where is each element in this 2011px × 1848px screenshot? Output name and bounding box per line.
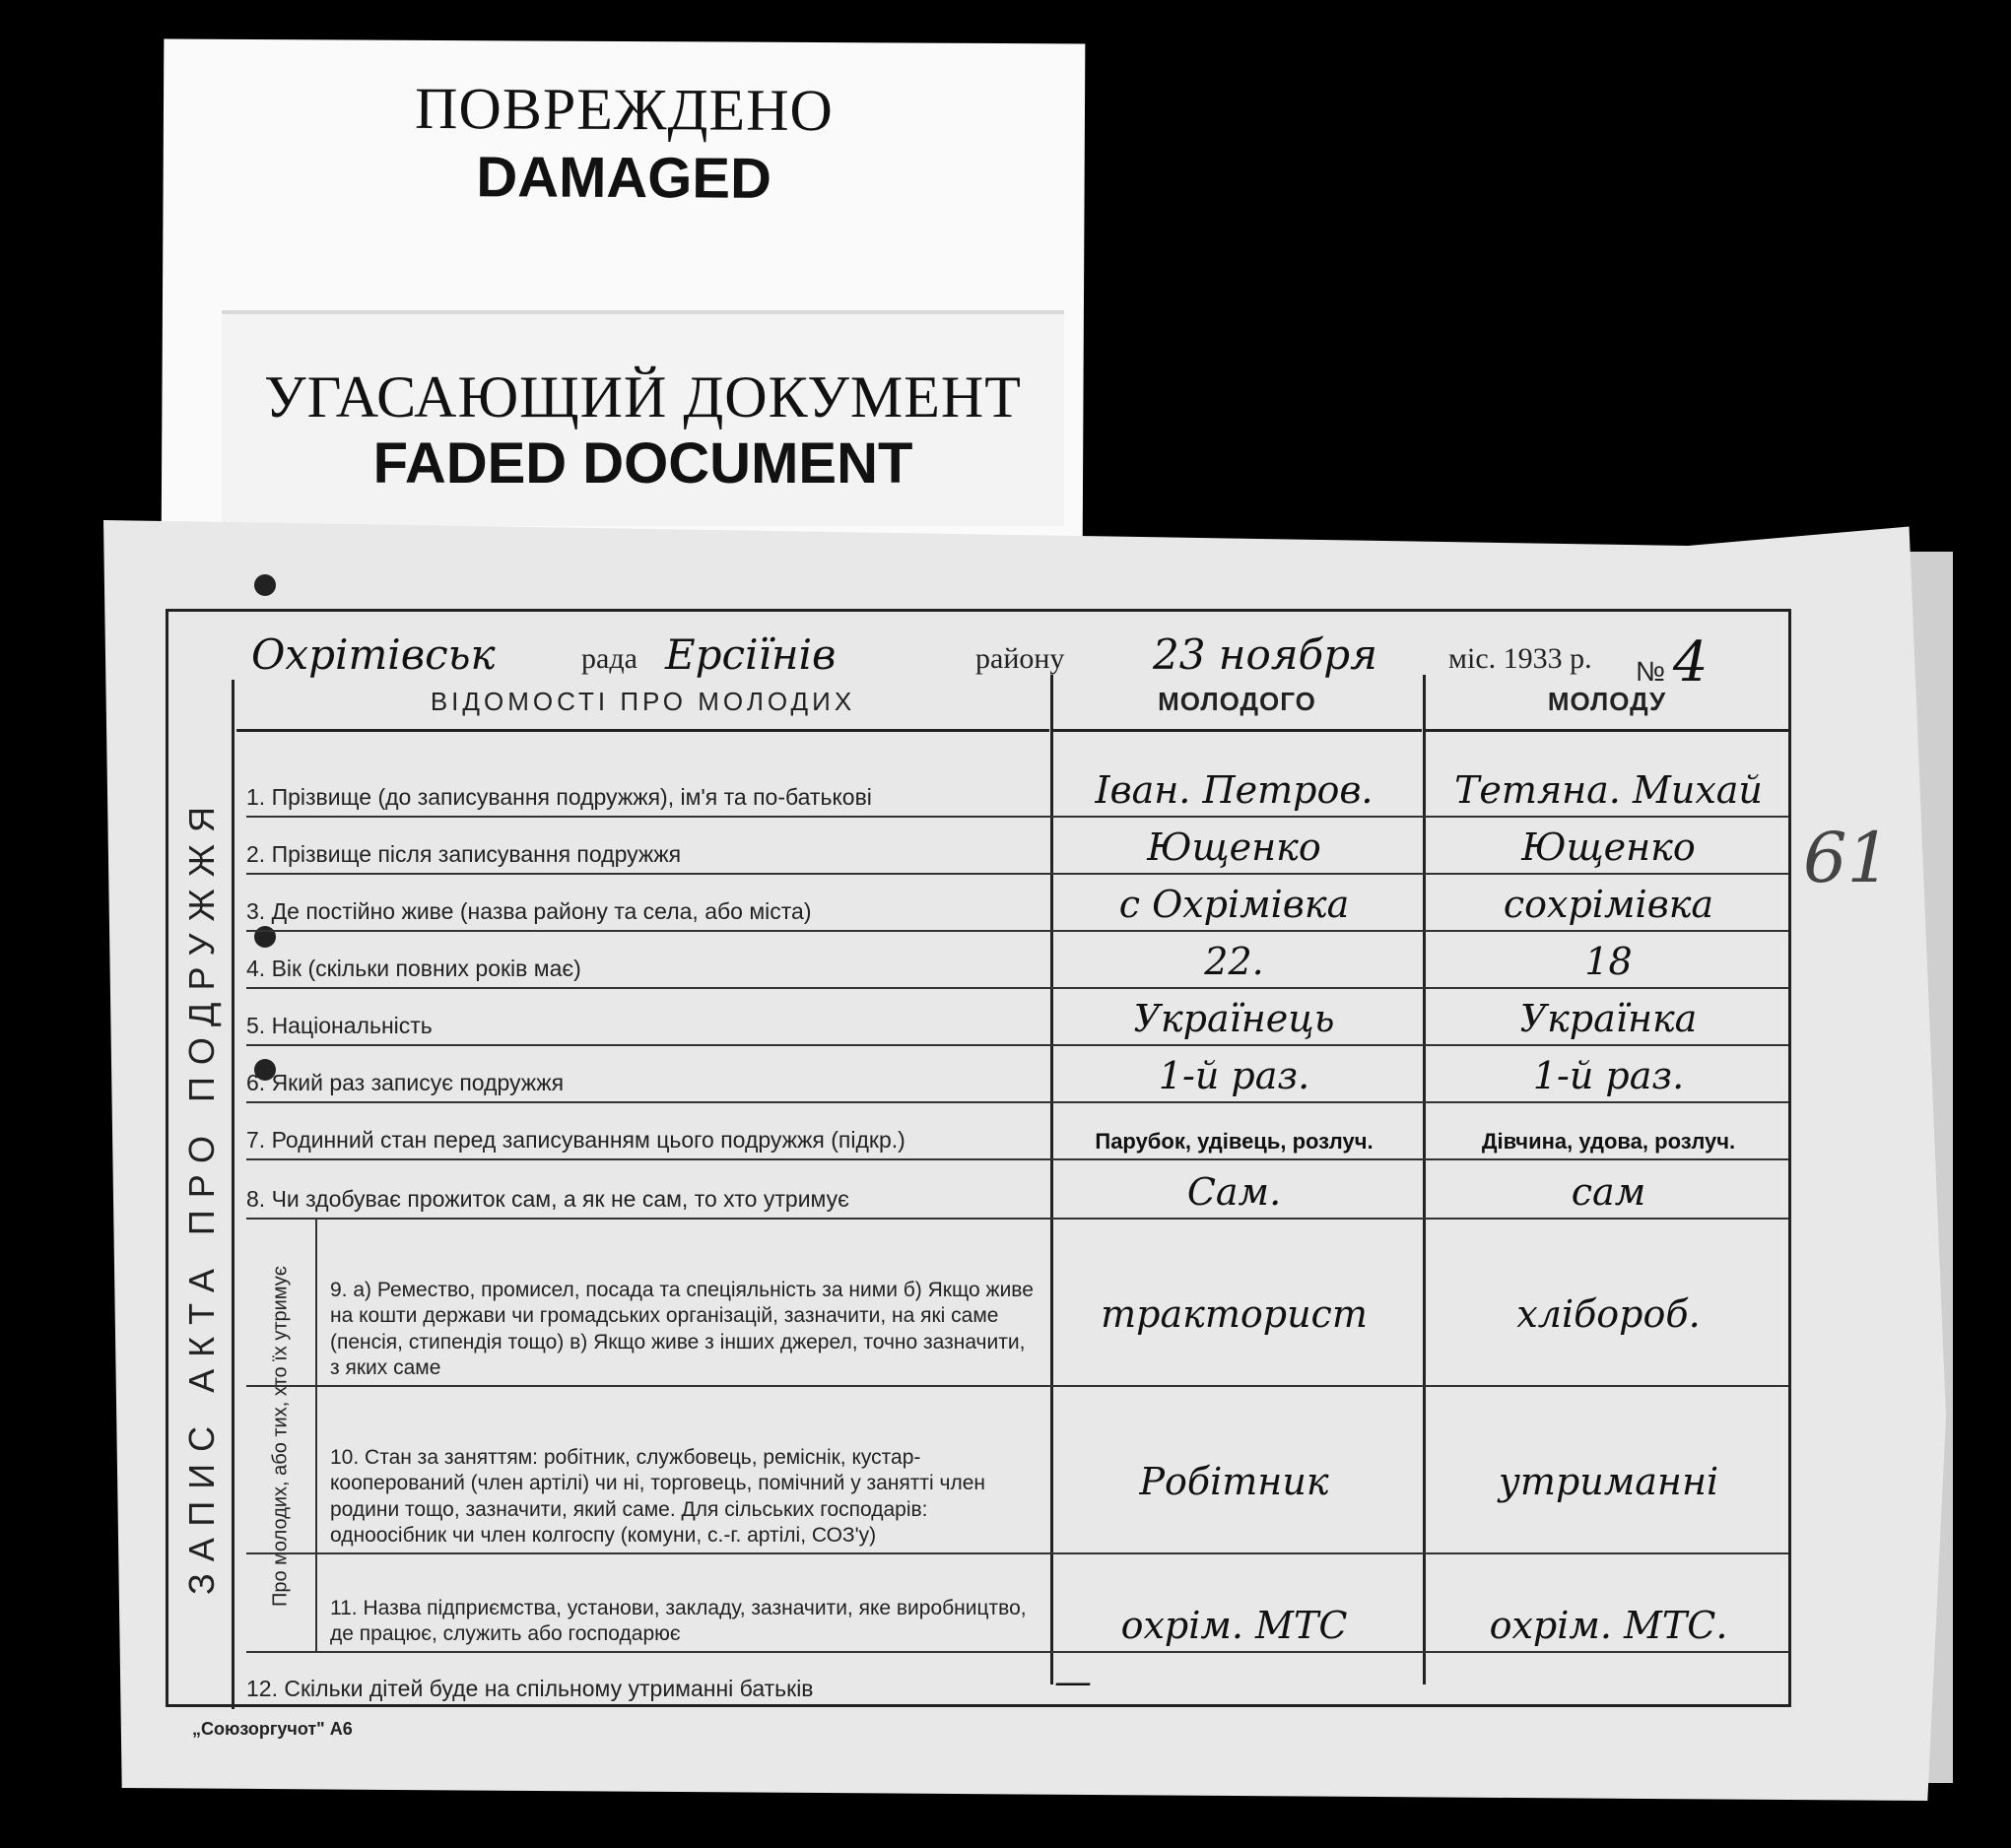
row-answer-bride: охрім. МТС.	[1489, 1604, 1728, 1647]
row-question: 1. Прізвище (до записування подружжя), ім'я та по-батькові	[246, 784, 872, 811]
row-answer-bride: 1-й раз.	[1532, 1054, 1685, 1097]
row-question: 3. Де постійно живе (назва району та села, або міста)	[246, 898, 812, 925]
form-row	[246, 1160, 1788, 1220]
row-question: 8. Чи здобуває прожиток сам, а як не сам, то хто утримує	[246, 1186, 849, 1213]
faded-label-en: FADED DOCUMENT	[372, 431, 913, 495]
form-row	[246, 1554, 1788, 1653]
row-question: 7. Родинний стан перед записуванням цього подружжя (підкр.)	[246, 1127, 905, 1154]
form-row	[246, 932, 1788, 989]
row-answer-bride: утриманні	[1498, 1460, 1719, 1503]
row-question: 10. Стан за заняттям: робітник, службовець, реміснік, кустар-кооперований (член артілі) чи ні, торговець, помічний у занятті член родини тощо, зазначити, який саме. Для сільських господарів: одноосібник чи член колгоспу (комуни, с.-г. артілі, СОЗ'у)	[330, 1446, 986, 1547]
form-row	[246, 734, 1788, 818]
row-answer-children: —	[1054, 1660, 1092, 1703]
row-question: 5. Національність	[246, 1013, 433, 1039]
village-handwritten: Охрітівськ	[251, 630, 496, 679]
row-answer-bride: 18	[1584, 940, 1633, 983]
row-question: 6. Який раз записує подружжя	[246, 1070, 565, 1096]
form-row	[246, 989, 1788, 1046]
side-title-column	[172, 680, 235, 1709]
faded-label	[222, 310, 1064, 526]
row-answer-groom: 22.	[1204, 940, 1264, 983]
column-header-groom: МОЛОДОГО	[1052, 675, 1422, 732]
row-question: 2. Прізвище після записування подружжя	[246, 841, 682, 868]
form-row	[246, 1046, 1788, 1103]
printer-imprint: „Союзоргучот" А6	[192, 1719, 353, 1739]
district-label: району	[975, 642, 1065, 675]
row-question: 9. а) Ремество, промисел, посада та спеціяльність за ними б) Якщо живе на кошти держави чи громадських організацій, зазначити, на які саме (пенсія, стипендія тощо) в) Якщо живе з інших джерел, точно зазначити, з яких саме	[330, 1279, 1034, 1379]
form-row	[246, 1653, 1788, 1707]
number-label: №	[1636, 656, 1666, 687]
row-answer-bride: сохрімівка	[1503, 883, 1714, 926]
margin-number-handwritten: 61	[1803, 818, 1892, 898]
row-question: 11. Назва підприємства, установи, закладу, зазначити, яке виробництво, де працює, служить або господарює	[330, 1596, 1027, 1645]
row-answer-groom: Сам.	[1186, 1170, 1282, 1214]
row-answer-groom: Іван. Петров.	[1095, 768, 1374, 812]
row-answer-groom: с Охрімівка	[1118, 883, 1350, 926]
row-answer-groom: Українець	[1133, 997, 1335, 1040]
form-row	[246, 818, 1788, 875]
row-answer-bride: Тетяна. Михай	[1454, 768, 1763, 812]
subsection-side-text: Про молодих, або тих, хто їх утримує	[269, 1266, 292, 1607]
form-row	[246, 875, 1788, 932]
column-header-info: ВІДОМОСТІ ПРО МОЛОДИХ	[236, 675, 1049, 732]
column-header-bride: МОЛОДУ	[1425, 675, 1789, 732]
form-row	[246, 1387, 1788, 1554]
district-handwritten: Ерсіїнів	[665, 630, 837, 679]
row-answer-bride: Дівчина, удова, розлуч.	[1481, 1129, 1736, 1154]
punch-hole	[254, 574, 276, 596]
damaged-label-ru: ПОВРЕЖДЕНО	[414, 75, 835, 144]
row-answer-groom: Робітник	[1139, 1460, 1329, 1503]
row-answer-groom: Ющенко	[1147, 825, 1321, 869]
row-answer-bride: сам	[1571, 1170, 1646, 1214]
row-answer-groom: охрім. МТС	[1120, 1604, 1348, 1647]
form-row	[246, 1220, 1788, 1387]
row-answer-bride: Ющенко	[1521, 825, 1696, 869]
row-answer-groom: 1-й раз.	[1158, 1054, 1310, 1097]
row-question: 4. Вік (скільки повних років має)	[246, 956, 581, 982]
row-answer-bride: Українка	[1519, 997, 1698, 1040]
side-title: ЗАПИС АКТА ПРО ПОДРУЖЖЯ	[181, 794, 222, 1595]
faded-label-ru: УГАСАЮЩИЙ ДОКУМЕНТ	[264, 364, 1022, 429]
damaged-label-en: DAMAGED	[476, 145, 772, 211]
row-answer-groom: Парубок, удівець, розлуч.	[1095, 1129, 1374, 1154]
rada-label: рада	[581, 642, 637, 675]
row-answer-bride: хлібороб.	[1516, 1292, 1701, 1336]
form-header	[168, 630, 1626, 679]
number-handwritten: 4	[1672, 630, 1709, 694]
row-question: 12. Скільки дітей буде на спільному утриманні батьків	[246, 1676, 814, 1702]
row-answer-groom: тракторист	[1101, 1292, 1368, 1336]
month-year-label: міс. 1933 р.	[1448, 642, 1592, 675]
date-handwritten: 23 ноября	[1153, 630, 1377, 679]
form-row	[246, 1103, 1788, 1160]
